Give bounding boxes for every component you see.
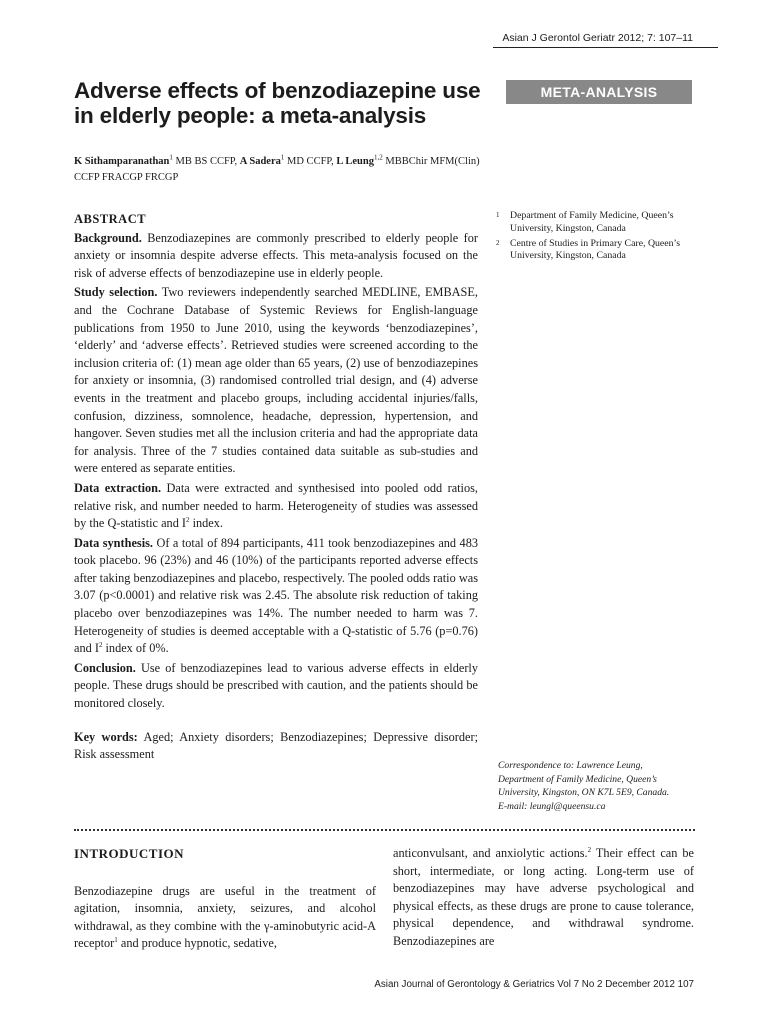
journal-citation-header: Asian J Gerontol Geriatr 2012; 7: 107–11 [502,32,693,44]
author-affiliation-sup: 1,2 [374,153,383,162]
affiliation-item [496,210,701,236]
author-affiliation-sup: 1 [169,153,173,162]
author-credentials: MD CCFP, [284,156,337,167]
correspondence-line: Department of Family Medicine, Queen’s [498,773,657,785]
abstract-section [74,211,478,766]
data-synthesis-label: Data synthesis. [74,535,153,550]
affiliation-item [496,238,701,264]
conclusion-text: Use of benzodiazepines lead to various adverse effects in elderly people. These drugs should be prescribed with caution, and the patients should be monitored closely. [74,660,478,711]
header-rule [493,47,718,48]
data-synthesis-text-end: index of 0%. [102,641,169,656]
introduction-text-end: Their effect can be short, intermediate, or long acting. Long-term use of benzodiazepines may have adverse psychological and physical effects, as these drugs are prone to cause tolerance, physical dependence, and withdrawal syndrome. Benzodiazepines are [393,846,694,948]
introduction-text-end: and produce hypnotic, sedative, [117,936,277,951]
superscript: 2 [98,641,103,650]
citation-sup: 1 [114,936,118,945]
correspondence-block [498,759,708,813]
data-extraction-text-end: index. [189,516,223,531]
background-text: Benzodiazepines are commonly prescribed to elderly people for anxiety or insomnia despite adverse effects. This meta-analysis focused on the risk of adverse effects of benzodiazepine use in elderly people. [74,230,478,280]
conclusion-label: Conclusion. [74,660,136,675]
author-credentials: MBBChir MFM(Clin) CCFP FRACGP FRCGP [74,156,480,183]
citation-sup: 2 [587,845,592,854]
introduction-text: Benzodiazepine drugs are useful in the treatment of agitation, insomnia, anxiety, seizures, and alcohol withdrawal, as they combine with the γ-aminobutyric acid-A receptor [74,883,376,951]
introduction-paragraph-continued [393,845,694,951]
study-selection-text: Two reviewers independently searched MEDLINE, EMBASE, and the Cochrane Database of Systemic Reviews for English-language publications from 1950 to June 2010, using the keywords ‘benzodiazepines’, ‘elderly’ and ‘adverse effects’. Retrieved studies were screened according to the inclusion criteria of: (1) mean age older than 65 years, (2) use of benzodiazepines for anxiety or insomnia, (3) randomised controlled trial design, and (4) adverse events in the treatment and placebo groups, including accidental injuries/falls, confusion, dizziness, somnolence, headache, depression, hypertension, and hangover. Seven studies met all the inclusion criteria and had the appropriate data for analysis. Three of the 7 studies contained data suitable as sub-studies and were entered as separate entities. [74,285,478,476]
background-label: Background. [74,230,142,245]
abstract-data-extraction [74,480,478,533]
correspondence-line: Correspondence to: Lawrence Leung, [498,760,643,771]
introduction-paragraph [74,883,376,953]
data-synthesis-text: Of a total of 894 participants, 411 took benzodiazepines and 483 took placebo. 96 (23%) and 46 (10%) of the participants reported adverse effects after taking benzodiazepines and placebo, respectively. The pooled odds ratio was 3.07 (p<0.0001) and relative risk was 2.45. The absolute risk reduction of taking placebo over benzodiazepines was 14%. The number needed to harm was 7. Heterogeneity of studies is deemed acceptable with a Q-statistic of 5.76 (p=0.76) and I [74,535,478,656]
author-affiliation-sup: 1 [280,153,285,162]
author-list [74,154,494,186]
affiliation-text: Department of Family Medicine, Queen’s University, Kingston, Canada [510,210,674,234]
affiliation-number: 1 [496,211,500,219]
affiliation-text: Centre of Studies in Primary Care, Queen’s University, Kingston, Canada [510,237,681,262]
correspondence-email: E-mail: leungl@queensu.ca [498,800,606,812]
keywords-text: Aged; Anxiety disorders; Benzodiazepines; Depressive disorder; Risk assessment [74,729,479,762]
abstract-background [74,230,478,283]
author-credentials: MB BS CCFP, [172,156,240,167]
superscript: 2 [186,516,190,524]
study-selection-label: Study selection. [74,285,158,300]
author-name: K Sithamparanathan [74,156,170,167]
keywords [74,729,478,764]
affiliations [496,210,701,265]
abstract-conclusion [74,660,478,713]
data-extraction-label: Data extraction. [74,480,162,495]
article-type-badge: META-ANALYSIS [506,80,692,104]
article-title: Adverse effects of benzodiazepine use in elderly people: a meta-analysis [74,78,481,128]
author-name: L Leung [336,156,374,167]
introduction-text: anticonvulsant, and anxiolytic actions. [393,846,588,860]
correspondence-line: University, Kingston, ON K7L 5E9, Canada. [498,787,670,799]
page-footer: Asian Journal of Gerontology & Geriatrics Vol 7 No 2 December 2012 107 [374,979,694,990]
abstract-study-selection [74,284,478,478]
data-extraction-text: Data were extracted and synthesised into pooled odd ratios, relative risk, and number needed to harm. Heterogeneity of studies was assessed by the Q-statistic and I [74,480,478,531]
affiliation-number: 2 [496,238,500,247]
author-name: A Sadera [239,156,281,167]
introduction-column-left [74,845,376,955]
introduction-heading: INTRODUCTION [74,846,185,861]
keywords-label: Key words: [74,729,138,744]
section-divider [74,829,695,831]
abstract-heading: ABSTRACT [74,212,147,226]
abstract-data-synthesis [74,535,478,658]
introduction-column-right [393,845,694,953]
